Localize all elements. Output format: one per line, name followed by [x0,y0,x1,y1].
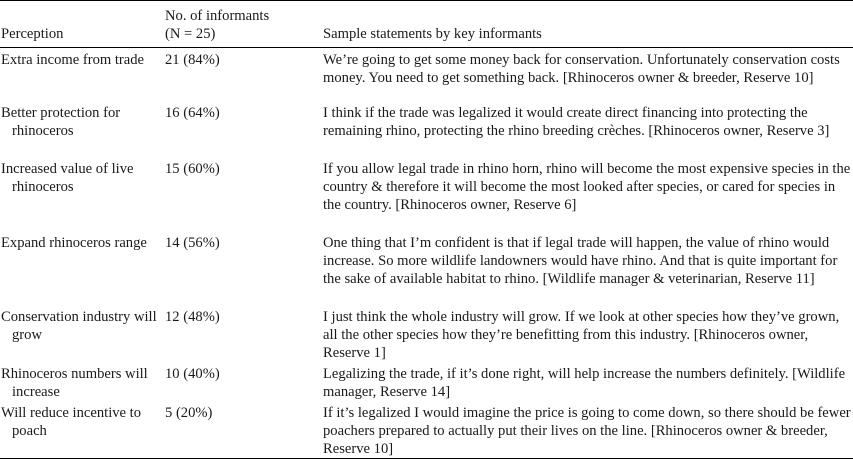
perception-cell: Will reduce incentive to poach [1,405,142,439]
informants-cell: 16 (64%) [165,105,220,121]
statement-cell: One thing that I’m confident is that if legal trade will happen, the value of rhino would increase. So more wildlife landowners would have rhino. And that is quite important for the sake of available habitat to rhino. [Wildlife manager & veterinarian, Reserve 11] [323,235,838,287]
header-informants-line1: No. of informants [165,8,270,24]
header-informants-line2: (N = 25) [165,26,216,42]
informants-cell: 10 (40%) [165,366,220,382]
table-body [0,48,853,459]
table-row [0,362,853,401]
informants-cell: 14 (56%) [165,235,220,251]
perception-cell: Extra income from trade [1,52,145,68]
header-row [0,1,853,48]
table-row [0,231,853,305]
perception-cell: Rhinoceros numbers will increase [1,366,148,400]
perception-cell: Increased value of live rhinoceros [1,161,134,195]
informants-cell: 12 (48%) [165,309,220,325]
header-perception: Perception [1,26,64,42]
informants-cell: 15 (60%) [165,161,220,177]
table-row [0,157,853,231]
header-informants [164,1,322,48]
perception-cell: Better protection for rhinoceros [1,105,121,139]
statement-cell: I think if the trade was legalized it would create direct financing into protecting the remaining rhino, protecting the rhino breeding crèches. [Rhinoceros owner, Reserve 3] [323,105,830,139]
statement-cell: I just think the whole industry will grow. If we look at other species how they’ve grown, all the other species how they’re benefitting from this industry. [Rhinoceros owner, Reserve 1] [323,309,840,361]
table-row [0,401,853,459]
informants-cell: 5 (20%) [165,405,213,421]
statement-cell: If it’s legalized I would imagine the price is going to come down, so there should be fewer poachers prepared to actually put their lives on the line. [Rhinoceros owner & breeder, Reserve 10] [323,405,851,457]
table-row [0,305,853,362]
statement-cell: We’re going to get some money back for conservation. Unfortunately conservation costs money. You need to get something back. [Rhinoceros owner & breeder, Reserve 10] [323,52,840,86]
header-statements: Sample statements by key informants [323,26,542,42]
informants-cell: 21 (84%) [165,52,220,68]
statement-cell: Legalizing the trade, if it’s done right, will help increase the numbers definitely. [Wildlife manager, Reserve 14] [323,366,846,400]
table-header [0,1,853,48]
table-row [0,101,853,157]
table-row [0,48,853,102]
perception-cell: Expand rhinoceros range [1,235,147,251]
perception-cell: Conservation industry will grow [1,309,157,343]
statement-cell: If you allow legal trade in rhino horn, rhino will become the most expensive species in the country & therefore it will become the most looked after species, or cared for species in the country. [Rhinoceros owner, Reserve 6] [323,161,851,213]
